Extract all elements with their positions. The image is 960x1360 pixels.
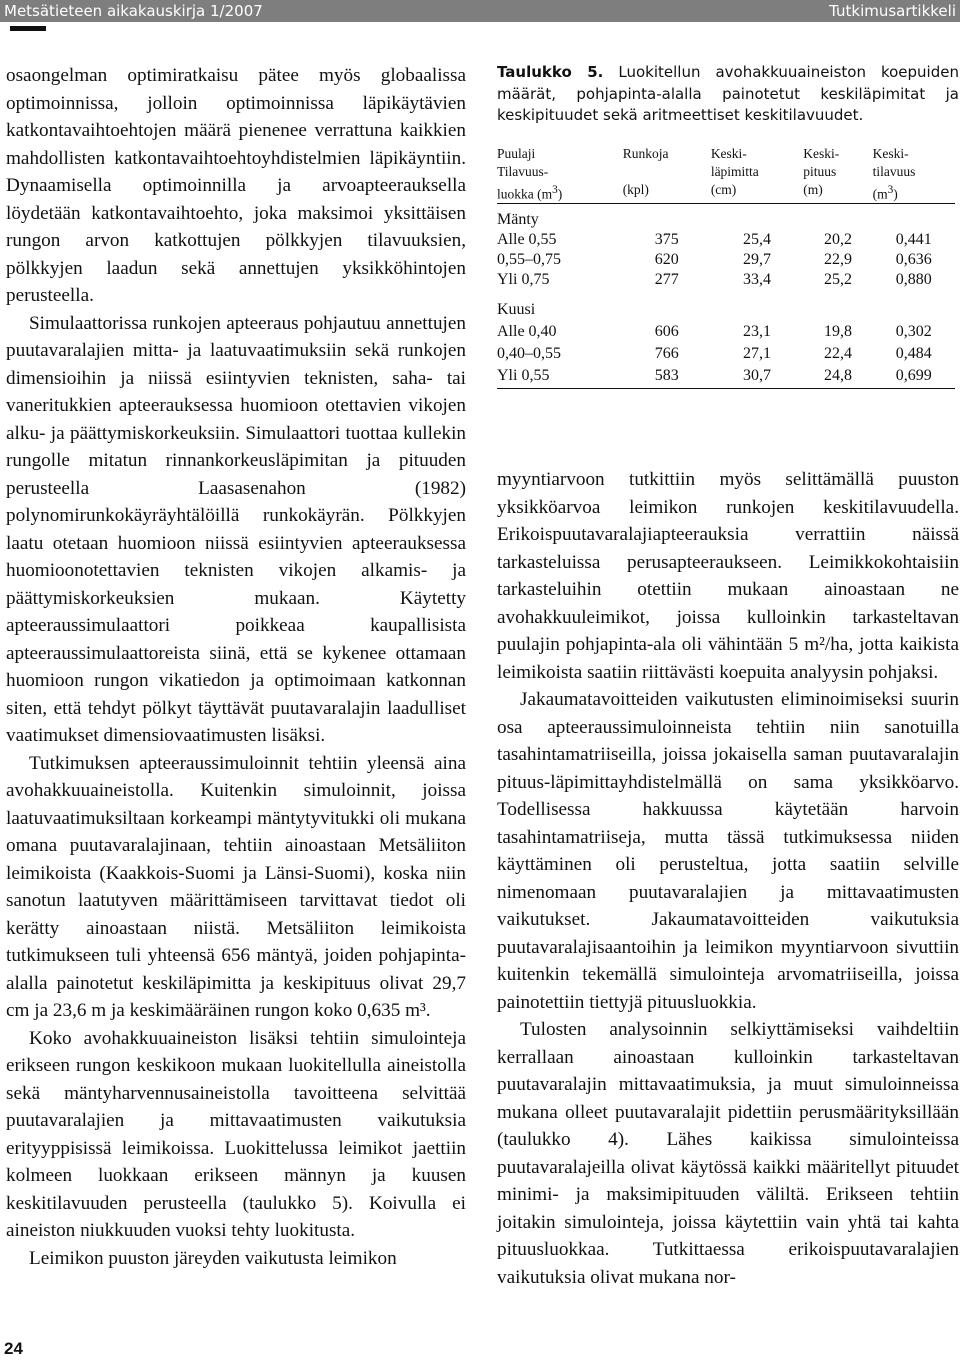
table-cell: 0,302 bbox=[895, 323, 932, 340]
table-cell: 22,9 bbox=[823, 251, 852, 268]
table-cell: 766 bbox=[654, 345, 679, 362]
group-label: Kuusi bbox=[497, 301, 536, 318]
table-cell: 0,441 bbox=[895, 231, 932, 248]
header-mean-height: Keski- pituus (m) bbox=[803, 145, 840, 197]
table-row bbox=[497, 270, 955, 290]
table-row bbox=[497, 344, 955, 366]
table-cell: Alle 0,40 bbox=[497, 323, 557, 340]
table-cell: 27,1 bbox=[743, 345, 772, 362]
table-cell: 0,55–0,75 bbox=[497, 251, 561, 268]
table-cell: 606 bbox=[654, 323, 679, 340]
table-cell: 24,8 bbox=[823, 367, 852, 384]
table-spacer bbox=[497, 290, 955, 300]
table-cell: 22,4 bbox=[823, 345, 852, 362]
table-cell: 0,699 bbox=[895, 367, 932, 384]
table-cell: 25,2 bbox=[823, 271, 852, 288]
table-cell: 583 bbox=[654, 367, 679, 384]
table-cell: 620 bbox=[654, 251, 679, 268]
paragraph: Simulaattorissa runkojen apteeraus pohjautuu annettujen puutavaralajien mitta- ja laatuvaatimuksiin sekä runkojen dimensioihin ja niissä esiintyvien teknisten, saha- tai vaneritukkien apteerauksessa huomioon otettavien vikojen alku- ja päättymiskorkeuksiin. Simulaattori tuottaa kullekin rungolle mitatun rinnankorkeusläpimitan ja pituuden perusteella Laasasenahon (1982) polynomirunkokäyräyhtälöillä runkokäyrän. Pölkkyjen laatu otetaan huomioon niissä esiintyvien apteerauksessa huomioonotettavien teknisten vikojen alkamis- ja päättymiskorkeuksien mukaan. Käytetty apteeraussimulaattori poikkeaa kaupallisista apteeraussimulaattoreista siinä, että se kykenee ottamaan huomioon rungon vikatiedon ja optimoimaan katkonnan siten, että tehdyt pölkyt täyttävät puutavaralajin laadulliset vaatimukset dimensiovaatimusten lisäksi. bbox=[6, 312, 466, 746]
paragraph: Koko avohakkuuaineiston lisäksi tehtiin simulointeja erikseen rungon keskikoon mukaan luokitellulla aineistolla sekä mäntyharvennusaineistolla tavoitteena selvittää puutavaralajien ja mittavaatimusten vaikutuksia erityyppisissä leimikoissa. Luokittelussa leimikot jaettiin kolmeen luokkaan erikseen männyn ja kuusen keskitilavuuden perusteella (taulukko 5). Koivulla ei aineiston niukkuuden vuoksi tehty luokitusta. bbox=[6, 1027, 466, 1241]
table-cell: 0,636 bbox=[895, 251, 932, 268]
table-caption bbox=[497, 62, 959, 127]
table-row bbox=[497, 230, 955, 250]
table-spacing bbox=[497, 389, 959, 466]
journal-title: Metsätieteen aikakauskirja 1/2007 bbox=[4, 2, 263, 20]
header-mean-diameter: Keski- läpimitta (cm) bbox=[710, 145, 759, 197]
paragraph: myyntiarvoon tutkittiin myös selittämällä puuston yksikköarvoa leimikon runkojen keskitilavuudella. Erikoispuutavaralajiapteerauksia verrattiin näissä tarkasteluissa perusapteeraukseen. Leimikkokohtaisiin tarkasteluihin otettiin mukaan ainoastaan ne avohakkuuleimikot, joissa kulloinkin tarkasteltavan puulajin pohjapinta-ala oli vähintään 5 m²/ha, jotta kaikista leimikoista saatiin riittävästi koepuita analyysin pohjaksi. bbox=[497, 469, 959, 683]
table-cell: 23,1 bbox=[743, 323, 772, 340]
table-cell: Yli 0,75 bbox=[497, 271, 550, 288]
header-rule-decoration bbox=[10, 26, 46, 31]
table-cell: Alle 0,55 bbox=[497, 231, 557, 248]
table-cell: Yli 0,55 bbox=[497, 367, 550, 384]
left-column bbox=[6, 62, 466, 1272]
paragraph: Tutkimuksen apteeraussimuloinnit tehtiin yleensä aina avohakkuuaineistolla. Kuitenkin simuloinnit, joissa laatuvaatimuksiltaan korkeampi mäntytyvitukki oli mukana omana puutavaralajinaan, tehtiin ainoastaan Metsäliiton leimikoista (Kaakkois-Suomi ja Länsi-Suomi), koska niin sanotun laatutyven määrittämiseen tarvittavat tiedot oli kerätty ainoastaan niistä. Metsäliiton leimikoista tutkimukseen tuli yhteensä 656 mäntyä, joiden pohjapinta-alalla painotetut keskiläpimitta ja keskipituus olivat 29,7 cm ja 23,6 m ja keskimääräinen rungon koko 0,635 m³. bbox=[6, 752, 466, 1021]
header-stem-count: Runkoja (kpl) bbox=[622, 145, 669, 197]
table-cell: 25,4 bbox=[743, 231, 772, 248]
right-column-body bbox=[497, 466, 959, 1291]
table-caption-text: Luokitellun avohakkuuaineiston koepuiden määrät, pohjapinta-alalla painotetut keskiläpimitat ja keskipituudet sekä aritmeettiset keskitilavuudet. bbox=[497, 63, 959, 124]
table-row bbox=[497, 322, 955, 344]
table-cell: 29,7 bbox=[743, 251, 772, 268]
table-cell: 30,7 bbox=[743, 367, 772, 384]
table-cell: 0,484 bbox=[895, 345, 932, 362]
table-caption-label: Taulukko 5. bbox=[497, 63, 604, 81]
right-column bbox=[497, 62, 959, 1291]
header-mean-volume: Keski- tilavuus $(m^3)$ bbox=[872, 145, 916, 201]
table-cell: 19,8 bbox=[823, 323, 852, 340]
table-group-row bbox=[497, 204, 955, 231]
table-cell: 0,880 bbox=[895, 271, 932, 288]
data-table bbox=[497, 145, 955, 390]
running-header bbox=[0, 0, 960, 22]
table-cell: 277 bbox=[654, 271, 679, 288]
table-row bbox=[497, 366, 955, 389]
header-species-class: Puulaji Tilavuus- luokka $(m^3)$ bbox=[497, 145, 563, 201]
table-cell: 0,40–0,55 bbox=[497, 345, 561, 362]
page-number: 24 bbox=[4, 1339, 23, 1358]
article-type: Tutkimusartikkeli bbox=[829, 2, 956, 20]
paragraph: osaongelman optimiratkaisu pätee myös globaalissa optimoinnissa, jolloin optimoinnissa läpikäytävien katkontavaihtoehtojen määrä pienenee verrattuna kaikkien mahdollisten katkontavaihtoehtoyhdistelmien läpikäyntiin. Dynaamisella optimoinnilla ja arvoapteerauksella löydetään katkontavaihtoehto, joka maksimoi yksittäisen rungon arvon katkottujen pölkkyjen tilavuuksien, pölkkyjen laadun sekä annettujen yksikköhintojen perusteella. bbox=[6, 65, 466, 306]
table-group-row bbox=[497, 300, 955, 322]
table-cell: 20,2 bbox=[823, 231, 852, 248]
table-header-row bbox=[497, 145, 955, 204]
table-row bbox=[497, 250, 955, 270]
group-label: Mänty bbox=[497, 211, 539, 228]
paragraph: Jakaumatavoitteiden vaikutusten eliminoimiseksi suurin osa apteeraussimuloinneista tehtiin niin sanotuilla tasahintamatriiseilla, joissa jokaisella saman puutavaralajin pituus-läpimittayhdistelmällä on sama yksikköarvo. Todellisessa hakkuussa käytetään harvoin tasahintamatriiseja, mutta tässä tutkimuksessa niiden käyttäminen oli perusteltua, jotta saatiin selville nimenomaan puutavaralajien ja mittavaatimusten vaikutukset. Jakaumatavoitteiden vaikutuksia puutavaralajisaantoihin ja leimikon myyntiarvoon sivuttiin kuitenkin tekemällä simulointeja arvomatriiseilla, joissa painotettiin tiettyjä pituusluokkia. bbox=[497, 689, 959, 1013]
paragraph: Leimikon puuston järeyden vaikutusta leimikon bbox=[29, 1247, 397, 1269]
table-cell: 375 bbox=[654, 231, 679, 248]
table-cell: 33,4 bbox=[743, 271, 772, 288]
paragraph: Tulosten analysoinnin selkiyttämiseksi vaihdeltiin kerrallaan ainoastaan kulloinkin tarkasteltavan puutavaralajin mittavaatimuksia, ja muut simuloinneissa mukana olleet puutavaralajit pidettiin perusmäärityksillään (taulukko 4). Lähes kaikissa simulointeissa puutavaralajeilla olivat käytössä kaikki määritellyt pituudet minimi- ja maksimipituuden väliltä. Erikseen tehtiin joitakin simulointeja, joissa käytettiin vain yhtä tai kahta pituusluokkaa. Tutkittaessa erikoispuutavaralajien vaikutuksia olivat mukana nor- bbox=[497, 1019, 959, 1288]
